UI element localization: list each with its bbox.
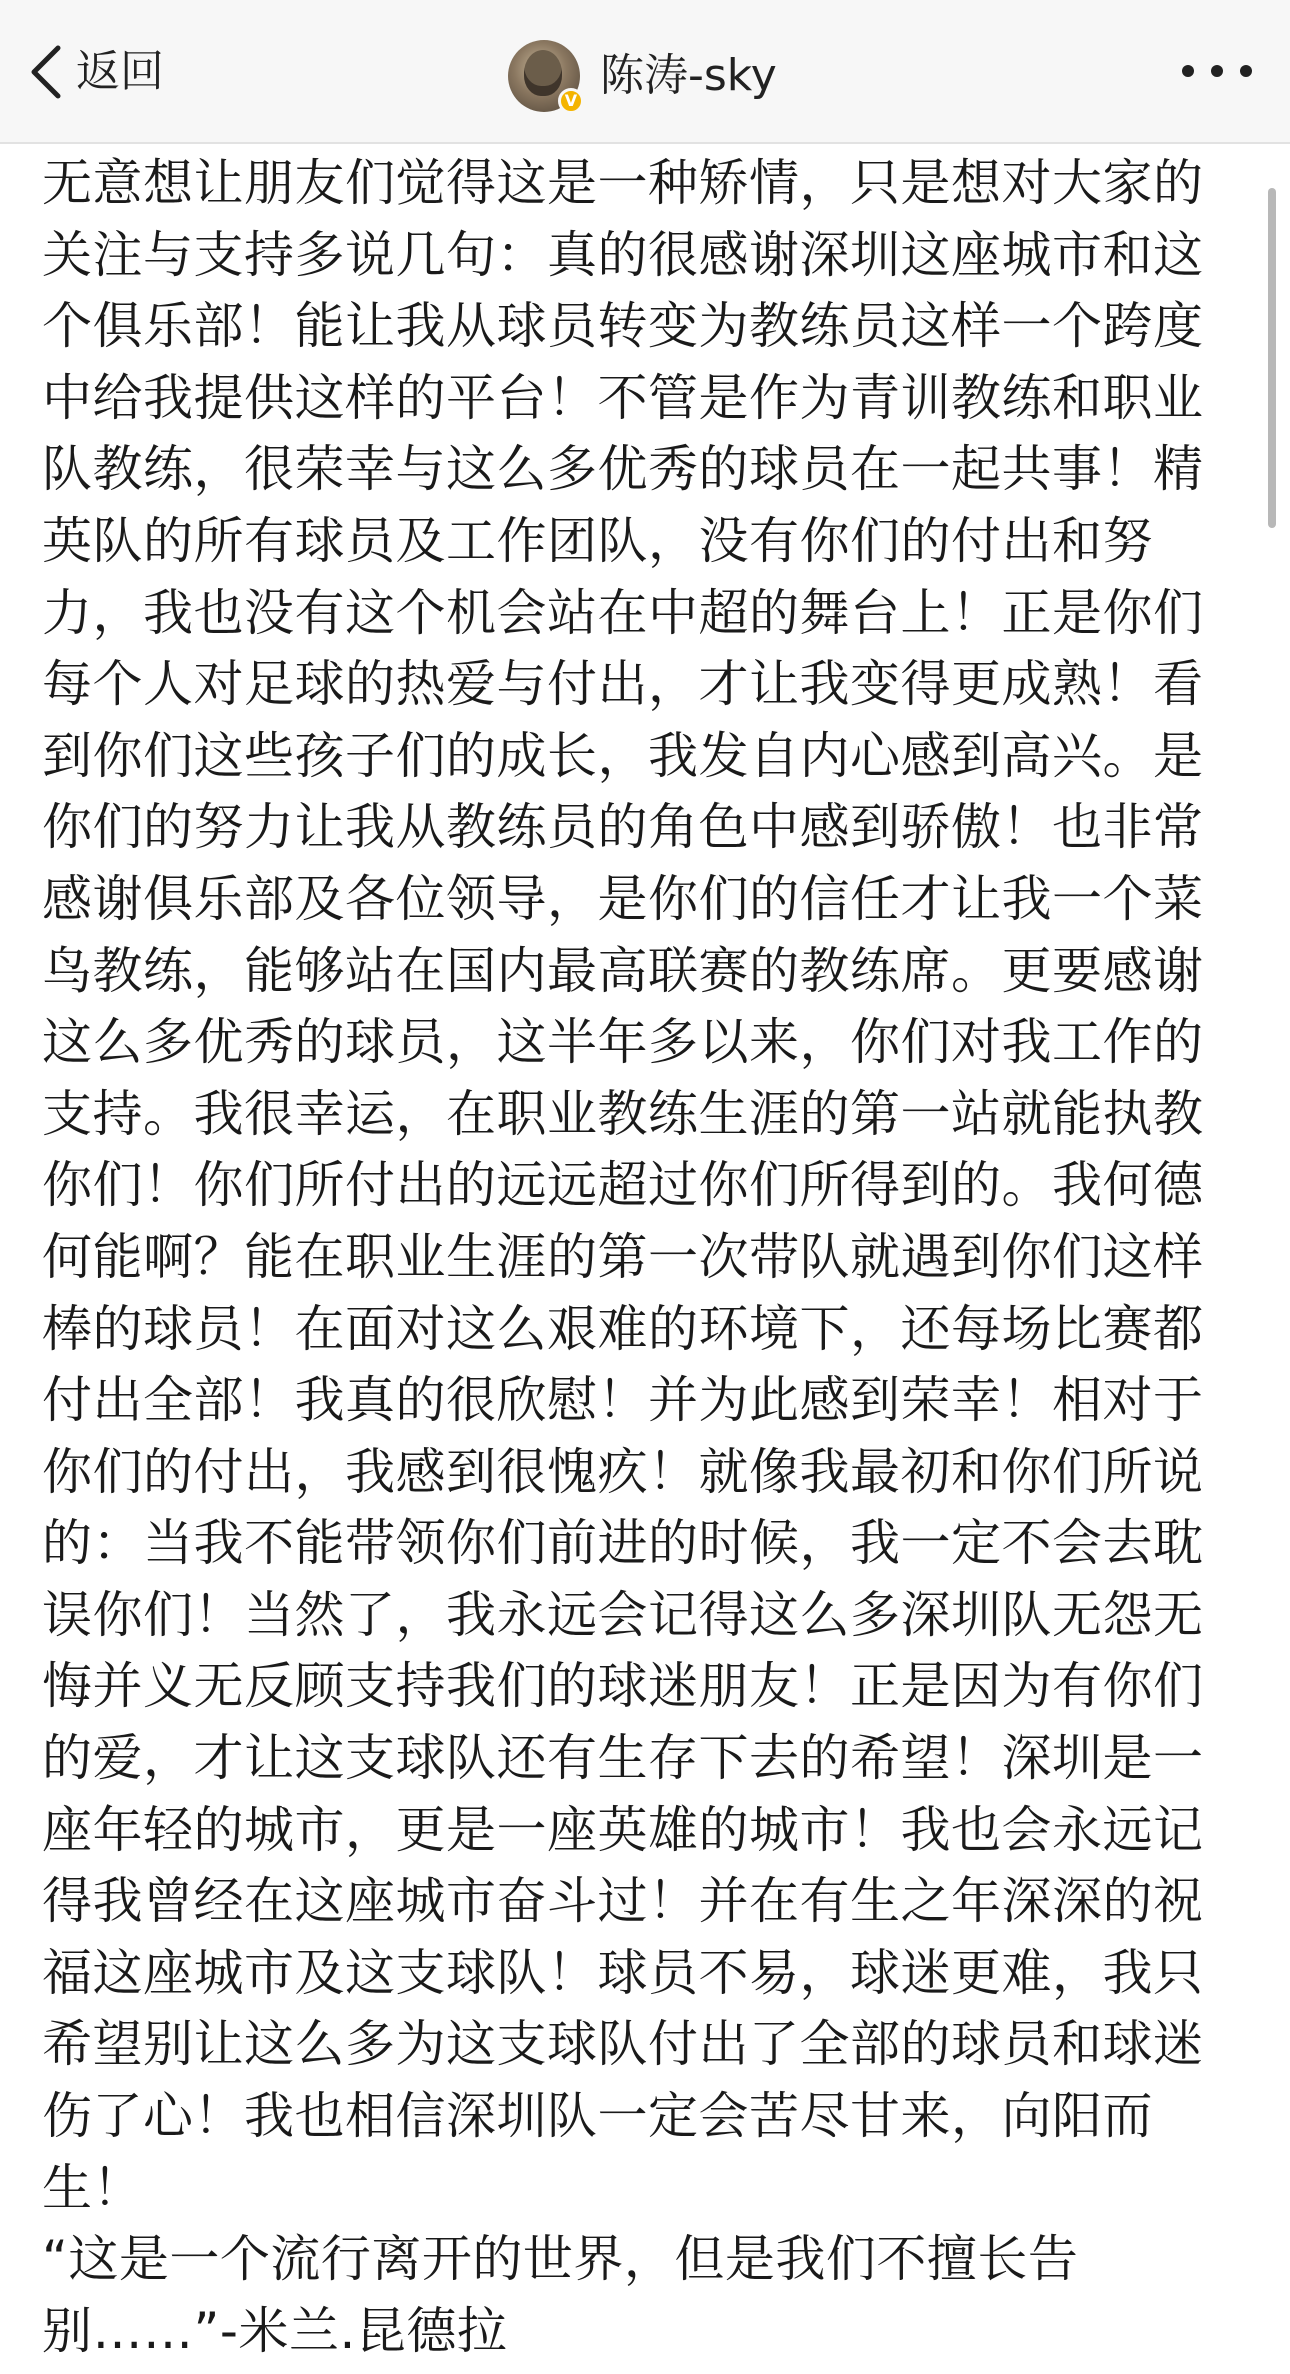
back-label: 返回 — [76, 46, 164, 97]
username[interactable]: 陈涛-sky — [600, 50, 777, 101]
post-content — [42, 148, 1252, 2367]
profile-header[interactable] — [508, 38, 777, 114]
more-dot-icon — [1211, 65, 1223, 77]
avatar[interactable] — [508, 40, 580, 112]
scrollbar[interactable] — [1268, 188, 1276, 528]
verified-badge-icon: V — [558, 88, 584, 114]
chevron-left-icon — [28, 42, 62, 102]
top-navigation-bar — [0, 0, 1290, 144]
post-body: 无意想让朋友们觉得这是一种矫情，只是想对大家的关注与支持多说几句：真的很感谢深圳这座城市和这个俱乐部！能让我从球员转变为教练员这样一个跨度中给我提供这样的平台！不管是作为青训教练和职业队教练，很荣幸与这么多优秀的球员在一起共事！精英队的所有球员及工作团队，没有你们的付出和努力，我也没有这个机会站在中超的舞台上！正是你们每个人对足球的热爱与付出，才让我变得更成熟！看到你们这些孩子们的成长，我发自内心感到高兴。是你们的努力让我从教练员的角色中感到骄傲！也非常感谢俱乐部及各位领导，是你们的信任才让我一个菜鸟教练，能够站在国内最高联赛的教练席。更要感谢这么多优秀的球员，这半年多以来，你们对我工作的支持。我很幸运，在职业教练生涯的第一站就能执教你们！你们所付出的远远超过你们所得到的。我何德何能啊？能在职业生涯的第一次带队就遇到你们这样棒的球员！在面对这么艰难的环境下，还每场比赛都付出全部！我真的很欣慰！并为此感到荣幸！相对于你们的付出，我感到很愧疚！就像我最初和你们所说的：当我不能带领你们前进的时候，我一定不会去耽误你们！当然了，我永远会记得这么多深圳队无怨无悔并义无反顾支持我们的球迷朋友！正是因为有你们的爱，才让这支球队还有生存下去的希望！深圳是一座年轻的城市，更是一座英雄的城市！我也会永远记得我曾经在这座城市奋斗过！并在有生之年深深的祝福这座城市及这支球队！球员不易，球迷更难，我只希望别让这么多为这支球队付出了全部的球员和球迷伤了心！我也相信深圳队一定会苦尽甘来，向阳而生！ — [42, 154, 1204, 2217]
back-button[interactable] — [28, 42, 164, 102]
more-options-button[interactable] — [1182, 56, 1252, 86]
avatar-image — [524, 50, 562, 96]
post-quote: “这是一个流行离开的世界，但是我们不擅长告别……”-米兰.昆德拉 — [42, 2230, 1079, 2360]
more-dot-icon — [1240, 65, 1252, 77]
more-dot-icon — [1182, 65, 1194, 77]
